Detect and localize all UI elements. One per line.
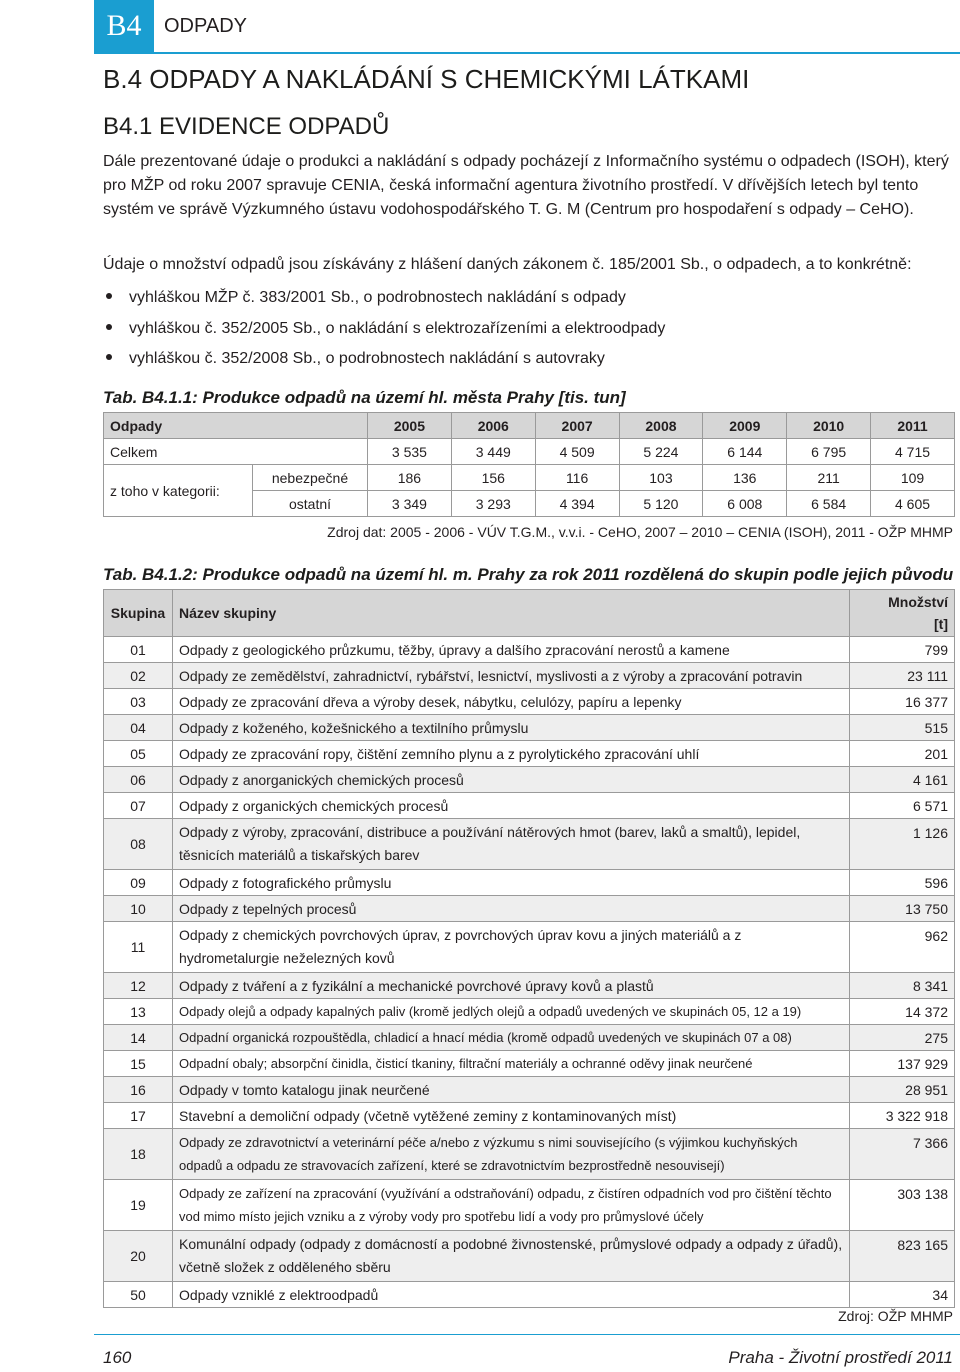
qty-header-unit: [t] <box>934 616 948 632</box>
column-header: 2011 <box>871 413 955 439</box>
group-code: 20 <box>104 1231 173 1282</box>
group-quantity: 23 111 <box>850 663 955 689</box>
table-row <box>104 1051 955 1077</box>
group-name: Odpady olejů a odpady kapalných paliv (kromě jedlých olejů a odpadů uvedených ve skupinách 05, 12 a 19) <box>173 999 850 1025</box>
footer-rule <box>94 1334 960 1335</box>
table-row <box>104 637 955 663</box>
table-row <box>104 870 955 896</box>
table-cell: 6 584 <box>787 491 871 517</box>
group-quantity: 14 372 <box>850 999 955 1025</box>
group-name: Odpady ze zemědělství, zahradnictví, rybářství, lesnictví, myslivosti a z výroby a zpracování potravin <box>173 663 850 689</box>
group-quantity: 1 126 <box>850 819 955 870</box>
group-code: 05 <box>104 741 173 767</box>
group-name: Odpady ze zpracování dřeva a výroby desek, nábytku, celulózy, papíru a lepenky <box>173 689 850 715</box>
chapter-title: ODPADY <box>164 15 247 37</box>
group-name: Odpady vzniklé z elektroodpadů <box>173 1282 850 1308</box>
group-code: 10 <box>104 896 173 922</box>
table-row <box>104 819 955 870</box>
table-cell: 6 795 <box>787 439 871 465</box>
table-cell: 156 <box>451 465 535 491</box>
group-name: Odpady z chemických povrchových úprav, z povrchových úprav kovu a jiných materiálů a z hydrometalurgie neželezných kovů <box>173 922 850 973</box>
group-quantity: 275 <box>850 1025 955 1051</box>
table-row <box>104 1103 955 1129</box>
table-cell: 186 <box>368 465 452 491</box>
group-name: Odpady z koženého, kožešnického a textilního průmyslu <box>173 715 850 741</box>
group-name: Odpady ze zařízení na zpracování (využívání a odstraňování) odpadu, z čistíren odpadních vod pro čištění těchto vod mimo místo jejich vzniku a z výroby vody pro spotřebu lidí a vody pro průmyslové účely <box>173 1180 850 1231</box>
header-rule <box>94 52 960 54</box>
bullet-icon <box>106 354 112 360</box>
table-cell: 3 293 <box>451 491 535 517</box>
group-code: 17 <box>104 1103 173 1129</box>
chapter-badge: B4 <box>94 0 154 52</box>
column-header: 2010 <box>787 413 871 439</box>
group-quantity: 201 <box>850 741 955 767</box>
row-label: ostatní <box>253 491 368 517</box>
group-quantity: 962 <box>850 922 955 973</box>
group-code: 15 <box>104 1051 173 1077</box>
table-cell: 3 349 <box>368 491 452 517</box>
row-label: Celkem <box>104 439 368 465</box>
source-paragraph: Údaje o množství odpadů jsou získávány z hlášení daných zákonem č. 185/2001 Sb., o odpadech, a to konkrétně: <box>103 256 912 273</box>
group-code: 50 <box>104 1282 173 1308</box>
table-cell: 5 224 <box>619 439 703 465</box>
column-header: Skupina <box>104 590 173 637</box>
group-code: 03 <box>104 689 173 715</box>
group-code: 14 <box>104 1025 173 1051</box>
group-name: Odpady v tomto katalogu jinak neurčené <box>173 1077 850 1103</box>
table-row <box>104 1129 955 1180</box>
table-row <box>104 465 955 491</box>
group-name: Stavební a demoliční odpady (včetně vytěžené zeminy z kontaminovaných míst) <box>173 1103 850 1129</box>
group-name: Odpady z anorganických chemických procesů <box>173 767 850 793</box>
table-row <box>104 1025 955 1051</box>
group-name: Odpady z geologického průzkumu, těžby, úpravy a dalšího zpracování nerostů a kamene <box>173 637 850 663</box>
table-cell: 6 144 <box>703 439 787 465</box>
table-cell: 103 <box>619 465 703 491</box>
group-quantity: 7 366 <box>850 1129 955 1180</box>
column-header: 2006 <box>451 413 535 439</box>
table2-caption: Tab. B4.1.2: Produkce odpadů na území hl. m. Prahy za rok 2011 rozdělená do skupin podle jejich původu <box>103 565 954 584</box>
list-item: vyhláškou č. 352/2008 Sb., o podrobnostech nakládání s autovraky <box>103 344 665 375</box>
group-name: Odpady z tváření a z fyzikální a mechanické povrchové úpravy kovů a plastů <box>173 973 850 999</box>
table-row <box>104 999 955 1025</box>
bullet-icon <box>106 293 112 299</box>
group-quantity: 823 165 <box>850 1231 955 1282</box>
group-code: 16 <box>104 1077 173 1103</box>
publication-title: Praha - Životní prostředí 2011 <box>728 1348 953 1367</box>
waste-groups-table <box>103 589 955 1308</box>
group-code: 08 <box>104 819 173 870</box>
list-item: vyhláškou MŽP č. 383/2001 Sb., o podrobnostech nakládání s odpady <box>103 283 665 314</box>
table-cell: 211 <box>787 465 871 491</box>
group-code: 19 <box>104 1180 173 1231</box>
group-name: Odpady ze zdravotnictví a veterinární péče a/nebo z výzkumu s nimi souvisejícího (s výjimkou kuchyňských odpadů a odpadu ze stravovacích zařízení, které se zdravotnictvím bezprostředně nesouvisejí) <box>173 1129 850 1180</box>
table1-caption: Tab. B4.1.1: Produkce odpadů na území hl. města Prahy [tis. tun] <box>103 388 626 407</box>
group-quantity: 137 929 <box>850 1051 955 1077</box>
table-cell: 4 394 <box>535 491 619 517</box>
table-cell: 6 008 <box>703 491 787 517</box>
table-cell: 109 <box>871 465 955 491</box>
table-row <box>104 793 955 819</box>
list-item: vyhláškou č. 352/2005 Sb., o nakládání s elektrozařízeními a elektroodpady <box>103 314 665 345</box>
table-cell: 116 <box>535 465 619 491</box>
group-quantity: 515 <box>850 715 955 741</box>
table-row <box>104 741 955 767</box>
group-code: 18 <box>104 1129 173 1180</box>
table-row <box>104 1180 955 1231</box>
table-cell: 4 715 <box>871 439 955 465</box>
table-row <box>104 767 955 793</box>
group-quantity: 28 951 <box>850 1077 955 1103</box>
subsection-heading: B4.1 EVIDENCE ODPADŮ <box>103 113 390 140</box>
group-quantity: 34 <box>850 1282 955 1308</box>
group-name: Odpady z organických chemických procesů <box>173 793 850 819</box>
group-code: 07 <box>104 793 173 819</box>
group-quantity: 303 138 <box>850 1180 955 1231</box>
table-cell: 4 605 <box>871 491 955 517</box>
group-quantity: 13 750 <box>850 896 955 922</box>
group-name: Odpady z výroby, zpracování, distribuce a používání nátěrových hmot (barev, laků a smaltů), lepidel, těsnicích materiálů a tiskařských barev <box>173 819 850 870</box>
table-row <box>104 973 955 999</box>
table-row <box>104 715 955 741</box>
group-quantity: 8 341 <box>850 973 955 999</box>
table2-source: Zdroj: OŽP MHMP <box>838 1308 953 1324</box>
group-quantity: 596 <box>850 870 955 896</box>
table-header-row <box>104 413 955 439</box>
table-cell: 136 <box>703 465 787 491</box>
table1-source: Zdroj dat: 2005 - 2006 - VÚV T.G.M., v.v.i. - CeHO, 2007 – 2010 – CENIA (ISOH), 2011 - OŽP MHMP <box>327 524 953 540</box>
group-code: 11 <box>104 922 173 973</box>
table-row <box>104 896 955 922</box>
group-quantity: 16 377 <box>850 689 955 715</box>
qty-header-label: Množství <box>888 594 948 610</box>
group-code: 06 <box>104 767 173 793</box>
group-code: 02 <box>104 663 173 689</box>
column-header <box>850 590 955 637</box>
group-label: z toho v kategorii: <box>104 465 253 517</box>
table-row <box>104 689 955 715</box>
group-code: 12 <box>104 973 173 999</box>
table-cell: 4 509 <box>535 439 619 465</box>
row-label: nebezpečné <box>253 465 368 491</box>
group-name: Odpady z fotografického průmyslu <box>173 870 850 896</box>
section-heading: B.4 ODPADY A NAKLÁDÁNÍ S CHEMICKÝMI LÁTKAMI <box>103 64 750 94</box>
group-code: 01 <box>104 637 173 663</box>
group-name: Odpady z tepelných procesů <box>173 896 850 922</box>
group-quantity: 3 322 918 <box>850 1103 955 1129</box>
page-number: 160 <box>103 1348 132 1367</box>
column-header: 2008 <box>619 413 703 439</box>
bullet-icon <box>106 324 112 330</box>
column-header: 2009 <box>703 413 787 439</box>
table-row <box>104 1077 955 1103</box>
group-code: 13 <box>104 999 173 1025</box>
table-cell: 3 535 <box>368 439 452 465</box>
group-name: Odpady ze zpracování ropy, čištění zemního plynu a z pyrolytického zpracování uhlí <box>173 741 850 767</box>
table-header-row <box>104 590 955 637</box>
intro-paragraph: Dále prezentované údaje o produkci a nakládání s odpady pocházejí z Informačního systému o odpadech (ISOH), který pro MŽP od roku 2007 spravuje CENIA, česká informační agentura životního prostředí. V dřívějších letech byl tento systém ve správě Výzkumného ústavu vodohospodářského T. G. M (Centrum pro hospodaření s odpady – CeHO). <box>103 153 949 218</box>
column-header: 2005 <box>368 413 452 439</box>
table-row <box>104 439 955 465</box>
group-quantity: 799 <box>850 637 955 663</box>
table-row <box>104 1282 955 1308</box>
group-code: 09 <box>104 870 173 896</box>
group-name: Odpadní organická rozpouštědla, chladicí a hnací média (kromě odpadů uvedených ve skupinách 07 a 08) <box>173 1025 850 1051</box>
group-name: Odpadní obaly; absorpční činidla, čisticí tkaniny, filtrační materiály a ochranné oděvy jinak neurčené <box>173 1051 850 1077</box>
table-row <box>104 663 955 689</box>
group-name: Komunální odpady (odpady z domácností a podobné živnostenské, průmyslové odpady a odpady z úřadů), včetně složek z odděleného sběru <box>173 1231 850 1282</box>
waste-production-table <box>103 412 955 517</box>
column-header: Název skupiny <box>173 590 850 637</box>
table-row <box>104 922 955 973</box>
legislation-list <box>103 283 665 375</box>
group-quantity: 6 571 <box>850 793 955 819</box>
group-code: 04 <box>104 715 173 741</box>
column-header: 2007 <box>535 413 619 439</box>
group-quantity: 4 161 <box>850 767 955 793</box>
table-row <box>104 1231 955 1282</box>
table-cell: 3 449 <box>451 439 535 465</box>
table-cell: 5 120 <box>619 491 703 517</box>
column-header: Odpady <box>104 413 368 439</box>
